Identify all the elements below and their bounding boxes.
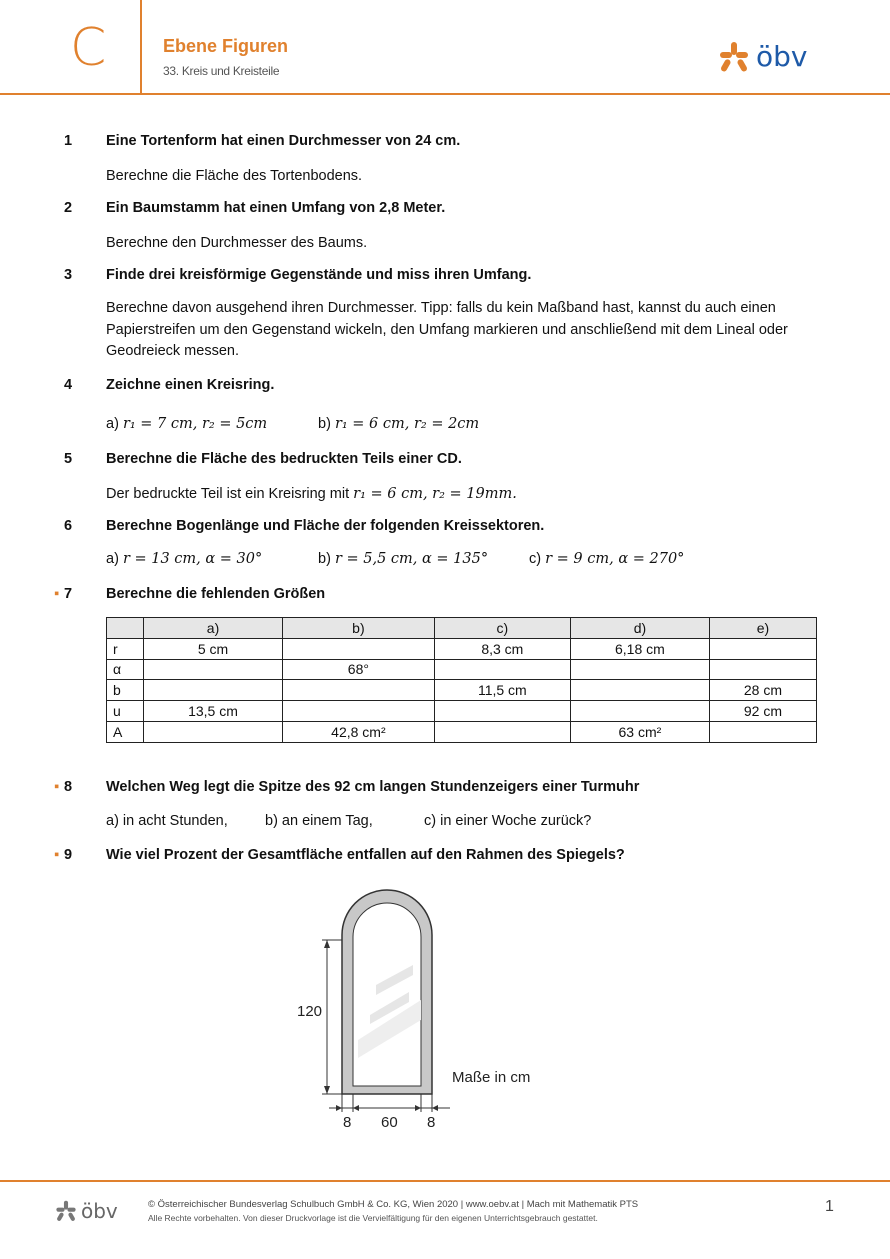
frame-width-left-label: 8 [343, 1114, 352, 1131]
table-cell: 6,18 cm [570, 638, 709, 659]
question-number: 9 [64, 847, 73, 863]
table-cell: u [107, 701, 144, 722]
star-logo-icon [55, 1200, 77, 1222]
footer-rule [0, 1180, 890, 1182]
part-c: c) r = 9 cm, α = 270° [529, 551, 685, 567]
table-cell: α [107, 659, 144, 680]
table-cell: 11,5 cm [434, 680, 570, 701]
question-text: Berechne den Durchmesser des Baums. [106, 235, 368, 251]
page-number: 1 [825, 1198, 834, 1215]
table-header-cell: b) [283, 618, 435, 639]
question-title: Zeichne einen Kreisring. [106, 377, 275, 393]
question-number: 5 [64, 451, 73, 467]
glass-width-label: 60 [381, 1114, 398, 1131]
table-header-cell: a) [144, 618, 283, 639]
question-title: Berechne die Fläche des bedruckten Teils einer CD. [106, 451, 462, 467]
question-title: Welchen Weg legt die Spitze des 92 cm langen Stundenzeigers einer Turmuhr [106, 779, 640, 795]
marker-icon: ▪ [54, 586, 60, 602]
question-number: 6 [64, 518, 73, 534]
question-number: 3 [64, 267, 73, 283]
table-cell: 42,8 cm² [283, 721, 435, 742]
part-b: b) r = 5,5 cm, α = 135° [318, 551, 489, 567]
question-title: Berechne Bogenlänge und Fläche der folgenden Kreissektoren. [106, 518, 545, 534]
table-header-cell: d) [570, 618, 709, 639]
table-header-cell: c) [434, 618, 570, 639]
part-a: a) r = 13 cm, α = 30° [106, 551, 263, 567]
table-header-cell: e) [709, 618, 816, 639]
table-cell: 5 cm [144, 638, 283, 659]
table-cell: 13,5 cm [144, 701, 283, 722]
part-b: b) r₁ = 6 cm, r₂ = 2cm [318, 416, 480, 432]
page-subtitle: 33. Kreis und Kreisteile [163, 64, 280, 78]
question-title: Ein Baumstamm hat einen Umfang von 2,8 Meter. [106, 200, 446, 216]
part-a: a) r₁ = 7 cm, r₂ = 5cm [106, 416, 268, 432]
question-number: 1 [64, 133, 73, 149]
footer-copyright: © Österreichischer Bundesverlag Schulbuch GmbH & Co. KG, Wien 2020 | www.oebv.at | Mach mit Mathematik PTS [148, 1199, 639, 1210]
table-cell: 92 cm [709, 701, 816, 722]
frame-width-right-label: 8 [427, 1114, 436, 1131]
question-number: 4 [64, 377, 73, 393]
height-label: 120 [297, 1003, 323, 1020]
question-number: 7 [64, 586, 73, 602]
table-cell: 68° [283, 659, 435, 680]
table-cell: 63 cm² [570, 721, 709, 742]
page-title: Ebene Figuren [163, 36, 289, 56]
marker-icon: ▪ [54, 779, 60, 795]
question-text: Der bedruckte Teil ist ein Kreisring mit r₁ = 6 cm, r₂ = 19mm. [106, 486, 517, 502]
mirror-glass [353, 903, 421, 1086]
logo-text: öbv [81, 1199, 118, 1223]
part-c: c) in einer Woche zurück? [424, 813, 592, 829]
part-a: a) in acht Stunden, [106, 813, 228, 829]
question-text: Berechne davon ausgehend ihren Durchmesser. Tipp: falls du kein Maßband hast, kannst du auch einen Papierstreifen um den Gegenstand wickeln, den Umfang markieren und anschließend mit dem Lineal oder Geodreieck messen. [106, 300, 788, 359]
chapter-letter: C [70, 18, 107, 78]
logo-text: öbv [756, 40, 808, 73]
question-number: 8 [64, 779, 73, 795]
question-text: Berechne die Fläche des Tortenbodens. [106, 168, 363, 184]
marker-icon: ▪ [54, 847, 60, 863]
table-cell: A [107, 721, 144, 742]
units-label: Maße in cm [452, 1069, 531, 1086]
part-b: b) an einem Tag, [265, 813, 373, 829]
question-title: Finde drei kreisförmige Gegenstände und miss ihren Umfang. [106, 267, 532, 283]
table-cell: 28 cm [709, 680, 816, 701]
question-title: Eine Tortenform hat einen Durchmesser von 24 cm. [106, 133, 461, 149]
question-title: Berechne die fehlenden Größen [106, 586, 326, 602]
question-number: 2 [64, 200, 73, 216]
table-cell: r [107, 638, 144, 659]
question-title: Wie viel Prozent der Gesamtfläche entfallen auf den Rahmen des Spiegels? [106, 847, 625, 863]
footer-rights: Alle Rechte vorbehalten. Von dieser Druckvorlage ist die Vervielfältigung für den eigenen Unterrichtsgebrauch gestattet. [148, 1213, 598, 1223]
table-cell: 8,3 cm [434, 638, 570, 659]
footer-logo [55, 1199, 118, 1223]
table-cell: b [107, 680, 144, 701]
